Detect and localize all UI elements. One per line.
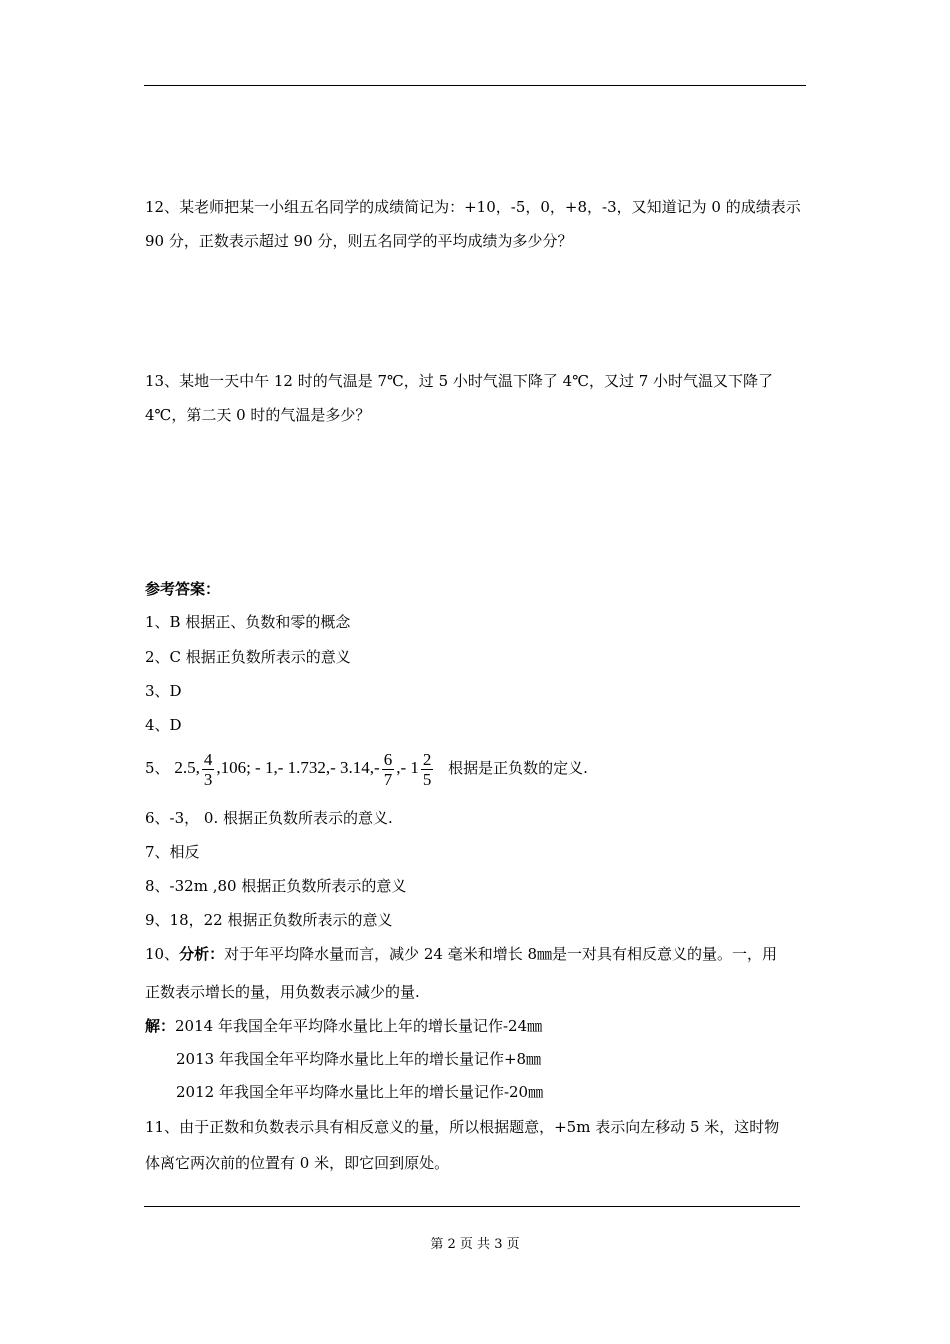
solution-label: 解： xyxy=(145,1017,176,1035)
answer-5-math-1: 2.5, xyxy=(174,758,200,777)
answer-11-line-2: 体离它两次前的位置有 0 米，即它回到原处。 xyxy=(145,1154,450,1172)
answer-10-line-2: 正数表示增长的量，用负数表示减少的量. xyxy=(145,983,420,1001)
solution-line-3: 2012 年我国全年平均降水量比上年的增长量记作-20㎜ xyxy=(176,1083,544,1101)
answers-heading: 参考答案： xyxy=(145,580,221,598)
answer-7: 7、相反 xyxy=(145,843,200,861)
answer-2: 2、C 根据正负数所表示的意义 xyxy=(145,648,351,666)
page-number: 第 2 页 共 3 页 xyxy=(430,1237,520,1252)
answer-5-suffix: 根据是正负数的定义. xyxy=(448,759,588,777)
fraction-denominator: 3 xyxy=(203,769,213,789)
fraction-four-thirds xyxy=(202,750,215,789)
question-13-line-2: 4℃，第二天 0 时的气温是多少？ xyxy=(145,406,371,424)
solution-line-2: 2013 年我国全年平均降水量比上年的增长量记作+8㎜ xyxy=(176,1050,542,1068)
answer-10-number: 10、 xyxy=(145,945,180,963)
question-13-line-1: 13、某地一天中午 12 时的气温是 7℃，过 5 小时气温下降了 4℃，又过 7 小时气温又下降了 xyxy=(145,372,774,390)
question-12-line-1: 12、某老师把某一小组五名同学的成绩简记为：+10，-5，0，+8，-3，又知道记为 0 的成绩表示 xyxy=(145,198,801,216)
answer-8: 8、-32m ,80 根据正负数所表示的意义 xyxy=(145,877,407,895)
fraction-numerator: 6 xyxy=(383,749,393,769)
footer-rule xyxy=(144,1206,800,1207)
fraction-numerator: 4 xyxy=(203,749,213,769)
fraction-two-fifths xyxy=(421,750,434,789)
question-12-line-2: 90 分，正数表示超过 90 分，则五名同学的平均成绩为多少分？ xyxy=(145,232,573,250)
answer-11-line-1: 11、由于正数和负数表示具有相反意义的量，所以根据题意，+5m 表示向左移动 5 米，这时物 xyxy=(145,1118,780,1136)
answer-3: 3、D xyxy=(145,682,182,700)
answer-5-prefix: 5、 xyxy=(145,759,170,777)
solution-line-1 xyxy=(145,1016,542,1036)
answer-1: 1、B 根据正、负数和零的概念 xyxy=(145,613,351,631)
answer-6: 6、-3， 0. 根据正负数所表示的意义. xyxy=(145,809,393,827)
answer-5 xyxy=(145,748,588,789)
solution-text-1: 2014 年我国全年平均降水量比上年的增长量记作-24㎜ xyxy=(175,1017,543,1035)
analysis-label: 分析： xyxy=(179,945,225,963)
answer-10-line-1 xyxy=(145,944,777,964)
answer-9: 9、18，22 根据正负数所表示的意义 xyxy=(145,911,393,929)
answer-4: 4、D xyxy=(145,716,182,734)
answer-5-math-2: ,106; - 1,- 1.732,- 3.14,- xyxy=(216,758,380,777)
fraction-denominator: 7 xyxy=(383,769,393,789)
fraction-numerator: 2 xyxy=(422,749,432,769)
answer-5-math-3: ,- 1 xyxy=(396,758,419,777)
fraction-six-sevenths xyxy=(382,750,395,789)
fraction-denominator: 5 xyxy=(422,769,432,789)
answer-10-text: 对于年平均降水量而言，减少 24 毫米和增长 8㎜是一对具有相反意义的量。一，用 xyxy=(224,945,778,963)
header-rule xyxy=(144,85,806,86)
